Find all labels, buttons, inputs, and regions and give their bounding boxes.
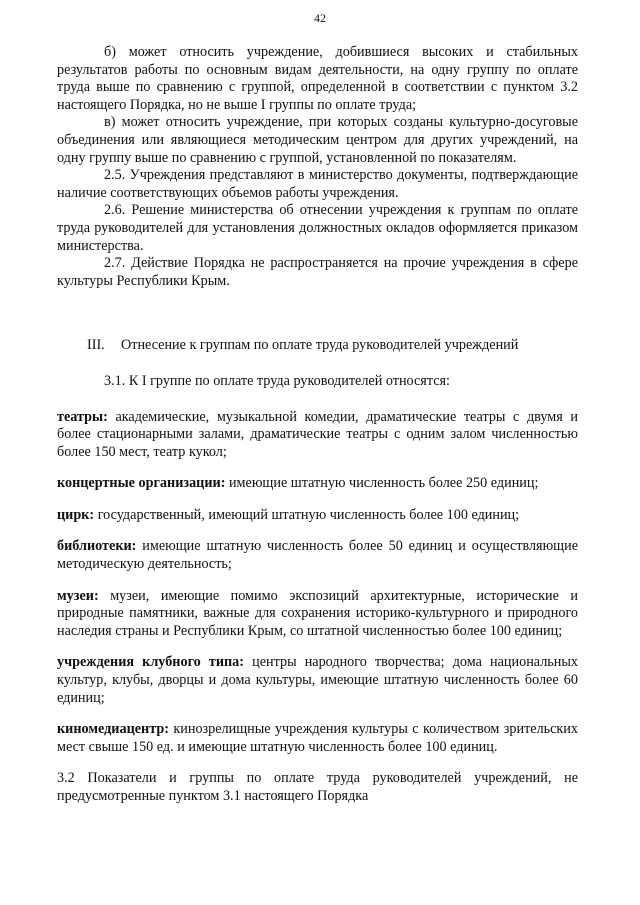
page-number: 42	[314, 11, 326, 25]
category-text: имеющие штатную численность более 250 единиц;	[225, 475, 539, 492]
paragraph-2-5: 2.5. Учреждения представляют в министерство документы, подтверждающие наличие соответствующих объемов работы учреждения.	[57, 167, 578, 201]
category-term: библиотеки	[57, 538, 132, 555]
section-number: III.	[87, 337, 105, 354]
category-libraries	[57, 538, 578, 573]
paragraph-2-6: 2.6. Решение министерства об отнесении учреждения к группам по оплате труда руководителей для установления должностных окладов оформляется приказом министерства.	[57, 202, 578, 254]
category-text: центры народного творчества; дома национальных культур, клубы, дворцы и дома культуры, имеющие штатную численность более 60 единиц;	[57, 654, 578, 706]
paragraph-b: б) может относить учреждение, добившиеся высоких и стабильных результатов работы по основным видам деятельности, на одну группу по оплате труда выше по сравнению с группой, определенной в соответствии с пунктом 3.2 настоящего Порядка, но не выше I группы по оплате труда;	[57, 44, 578, 113]
category-theatres	[57, 409, 578, 462]
paragraph-v: в) может относить учреждение, при которых созданы культурно-досуговые объединения или являющиеся методическим центром для других учреждений, на одну группу выше по сравнению с группой, установленной по показателям.	[57, 114, 578, 166]
document-body	[57, 44, 578, 806]
subsection-3-2: 3.2 Показатели и группы по оплате труда руководителей учреждений, не предусмотренные пунктом 3.1 настоящего Порядка	[57, 770, 578, 804]
paragraph-2-7: 2.7. Действие Порядка не распространяется на прочие учреждения в сфере культуры Республики Крым.	[57, 255, 578, 289]
category-text: музеи, имеющие помимо экспозиций архитектурные, исторические и природные памятники, важные для сохранения историко-культурного и природного наследия страны и Республики Крым, со штатной численностью более 100 единиц;	[57, 587, 578, 639]
category-concert-organizations	[57, 475, 578, 493]
category-separator: :	[164, 721, 169, 738]
category-separator: :	[89, 506, 95, 523]
category-separator: :	[93, 587, 99, 604]
category-separator: :	[103, 408, 108, 425]
category-cinema-media-center	[57, 721, 578, 756]
category-museums	[57, 588, 578, 641]
category-separator: :	[131, 538, 137, 555]
category-text: кинозрелищные учреждения культуры с количеством зрительских мест свыше 150 ед. и имеющие штатную численность более 100 единиц.	[57, 721, 578, 755]
subsection-3-1: 3.1. К I группе по оплате труда руководителей относятся:	[104, 372, 450, 389]
category-separator: :	[239, 654, 245, 671]
category-term: киномедиацентр	[57, 721, 165, 738]
category-text: академические, музыкальной комедии, драматические театры с двумя и более стационарными залами, драматические театры с одним залом численностью более 150 мест, театр кукол;	[57, 408, 578, 460]
category-circus	[57, 507, 578, 525]
category-term: учреждения клубного типа	[57, 654, 240, 671]
category-separator: :	[220, 475, 226, 492]
section-heading	[57, 337, 578, 355]
category-text: имеющие штатную численность более 50 единиц и осуществляющие методическую деятельность;	[57, 538, 578, 573]
category-text: государственный, имеющий штатную численность более 100 единиц;	[94, 506, 520, 523]
category-term: концертные организации	[57, 475, 221, 492]
category-club-institutions	[57, 654, 578, 707]
section-title: Отнесение к группам по оплате труда руководителей учреждений	[121, 337, 519, 354]
category-term: театры	[57, 408, 104, 425]
category-term: цирк	[57, 506, 90, 523]
category-term: музеи	[57, 587, 94, 604]
